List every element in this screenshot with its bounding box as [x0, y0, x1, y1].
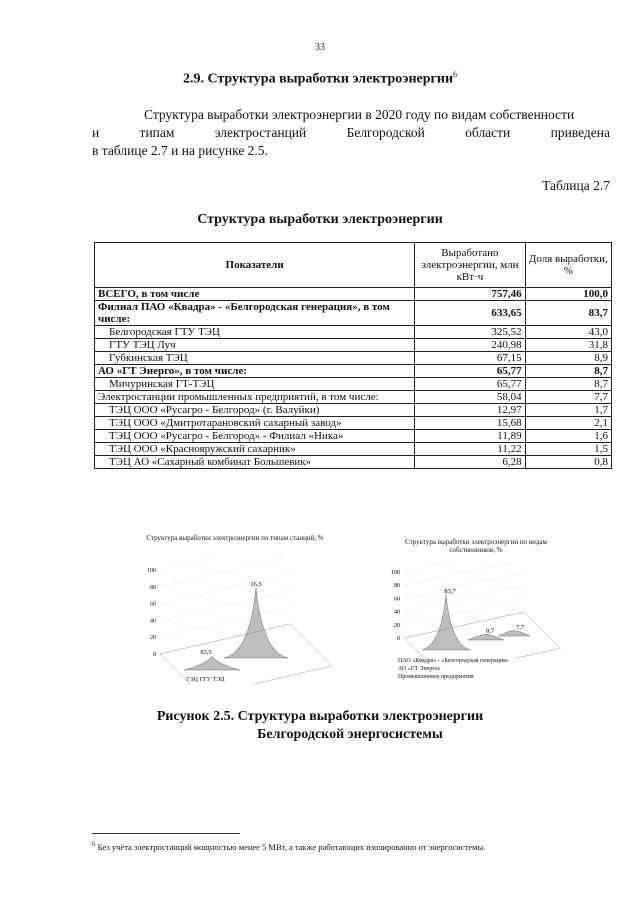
row-name: ТЭЦ ООО «Дмитротарановский сахарный завод» [95, 417, 415, 430]
row-share: 1,5 [525, 443, 611, 456]
tick-label: 60 [394, 596, 400, 603]
row-name: Мичуринская ГТ-ТЭЦ [95, 378, 415, 391]
gridline [404, 562, 524, 572]
tick-label: 20 [150, 635, 156, 642]
chart-1-plot [140, 558, 340, 684]
row-value: 6,28 [415, 456, 525, 469]
word: типам [139, 125, 175, 140]
tick-label: 40 [394, 609, 400, 616]
table-row [95, 391, 612, 404]
row-name: ТЭЦ ООО «Русагро - Белгород» - Филиал «Ника» [95, 430, 415, 443]
table-row [95, 301, 612, 326]
row-name: ГТУ ТЭЦ Луч [95, 339, 415, 352]
data-peak [224, 588, 288, 658]
footnote-mark: 6 [453, 70, 458, 79]
tick-label: 0 [397, 636, 400, 642]
page-number: 33 [315, 42, 325, 53]
paragraph-line-3: в таблице 2.7 и на рисунке 2.5. [92, 143, 268, 158]
figure-caption-line-2: Белгородской энергосистемы [257, 727, 443, 742]
row-value: 11,22 [415, 443, 525, 456]
row-share: 31,8 [525, 339, 611, 352]
table-row [95, 339, 612, 352]
row-value: 58,04 [415, 391, 525, 404]
footnote [92, 840, 612, 852]
row-name: Электростанции промышленных предприятий, в том числе: [95, 391, 415, 404]
word: электростанций [214, 125, 307, 140]
header-share: Доля выработки, % [525, 243, 611, 288]
header-indicator: Показатели [95, 243, 415, 288]
tick-label: 40 [150, 618, 156, 625]
row-value: 757,46 [415, 288, 525, 301]
table-row [95, 430, 612, 443]
row-share: 8,7 [525, 378, 611, 391]
table-row [95, 288, 612, 301]
word: и [92, 125, 100, 140]
table-row [95, 352, 612, 365]
paragraph-line-2 [92, 124, 610, 142]
row-name: Белгородская ГТУ ТЭЦ [95, 326, 415, 339]
row-share: 0,8 [525, 456, 611, 469]
table-title: Структура выработки электроэнергии [197, 212, 443, 227]
row-share: 43,0 [525, 326, 611, 339]
section-title [0, 70, 640, 88]
row-name: Губкинская ТЭЦ [95, 352, 415, 365]
row-share: 7,7 [525, 391, 611, 404]
gridline [160, 558, 290, 570]
table-header-row [95, 243, 612, 288]
data-label: 83,5 [200, 649, 212, 657]
row-value: 12,97 [415, 404, 525, 417]
data-peak [468, 634, 504, 640]
row-share: 8,9 [525, 352, 611, 365]
footnote-text: Без учёта электростанций мощностью менее 5 МВт, а также работающих изолированно от энергосистемы. [97, 841, 486, 852]
chart-2-plot [384, 562, 574, 658]
gridline [160, 607, 290, 637]
tick-label: 100 [391, 570, 400, 576]
chart-2-title: Структура выработки электроэнергии по видам собственников, % [405, 538, 547, 554]
tick-label: 60 [150, 601, 156, 608]
chart-2-legend [398, 657, 598, 681]
table-row [95, 456, 612, 469]
data-table [94, 242, 612, 469]
row-share: 1,7 [525, 404, 611, 417]
row-share: 83,7 [525, 301, 611, 326]
chart-2 [396, 538, 556, 554]
tick-label: 80 [394, 583, 400, 590]
table-row [95, 443, 612, 456]
row-value: 15,68 [415, 417, 525, 430]
table-row [95, 365, 612, 378]
row-name: Филиал ПАО «Квадра» - «Белгородская генерация», в том числе: [95, 301, 415, 326]
data-label: 16,5 [250, 580, 262, 588]
gridline [404, 572, 524, 598]
row-value: 65,77 [415, 365, 525, 378]
word: приведена [550, 125, 610, 140]
row-value: 11,89 [415, 430, 525, 443]
legend-item: ПАО «Квадра» - «Белгородская генерация» [398, 658, 509, 664]
row-share: 1,6 [525, 430, 611, 443]
legend-item: АО «ГТ Энерго» [398, 666, 441, 672]
gridline [160, 590, 290, 620]
row-name: ТЭЦ ООО «Краснояружский сахарник» [95, 443, 415, 456]
data-label: 8,7 [485, 627, 495, 635]
gridline [404, 599, 524, 625]
row-share: 2,1 [525, 417, 611, 430]
tick-label: 20 [394, 622, 400, 629]
row-name: ТЭЦ ООО «Русагро - Белгород» (г. Валуйки) [95, 404, 415, 417]
figure-caption-line-1: Рисунок 2.5. Структура выработки электроэнергии [156, 709, 484, 724]
legend-item: Промышленные предприятия [398, 674, 474, 680]
chart-1-title: Структура выработки электроэнергии по типам станций, % [146, 534, 324, 542]
gridline [404, 562, 524, 585]
row-value: 240,98 [415, 339, 525, 352]
row-share: 100,0 [525, 288, 611, 301]
row-value: 325,52 [415, 326, 525, 339]
tick-label: 100 [147, 568, 156, 574]
row-value: 67,15 [415, 352, 525, 365]
row-name: ТЭЦ АО «Сахарный комбинат Большевик» [95, 456, 415, 469]
gridline [160, 574, 290, 604]
data-label: 83,7 [444, 587, 456, 595]
data-peak [498, 631, 530, 636]
gridline [160, 558, 290, 587]
data-peak [422, 595, 470, 650]
section-title-text: 2.9. Структура выработки электроэнергии [182, 71, 454, 87]
table-row [95, 326, 612, 339]
table-row [95, 417, 612, 430]
footnote-number: 6 [92, 840, 96, 848]
header-produced: Выработано электроэнергии, млн кВт·ч [415, 243, 525, 288]
chart-1-legend: ТЭЦ ГТУ ТЭЦ [186, 677, 225, 683]
row-value: 65,77 [415, 378, 525, 391]
chart-1 [140, 534, 330, 542]
table-row [95, 378, 612, 391]
row-value: 633,65 [415, 301, 525, 326]
row-name: ВСЕГО, в том числе [95, 288, 415, 301]
table-row [95, 404, 612, 417]
footnote-rule [92, 833, 240, 834]
word: Белгородской [346, 125, 425, 140]
row-share: 8,7 [525, 365, 611, 378]
word: области [465, 125, 511, 140]
gridline [404, 586, 524, 612]
tick-label: 0 [153, 652, 156, 658]
table-label: Таблица 2.7 [542, 178, 610, 193]
row-name: АО «ГТ Энерго», в том числе: [95, 365, 415, 378]
figure-caption [0, 708, 640, 744]
data-peak [184, 656, 240, 670]
data-label: 7,7 [515, 623, 525, 631]
paragraph-line-1: Структура выработки электроэнергии в 2020 году по видам собственности [144, 107, 575, 122]
tick-label: 80 [150, 584, 156, 591]
